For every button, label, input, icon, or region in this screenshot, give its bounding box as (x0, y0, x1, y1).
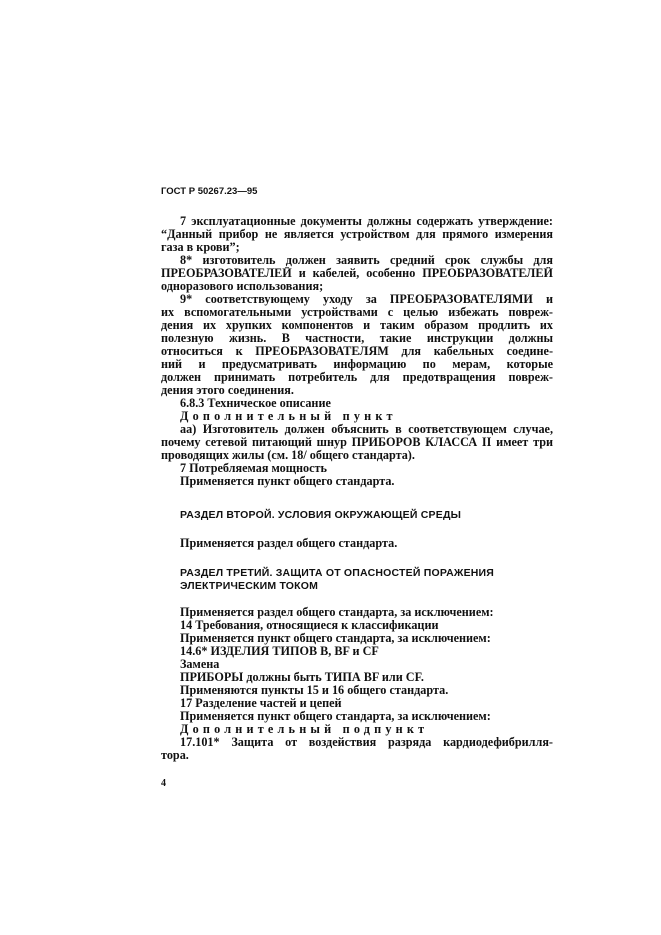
text-line: полезную жизнь. В частности, такие инструкции должны (161, 332, 553, 345)
document-header: ГОСТ Р 50267.23—95 (161, 186, 258, 197)
subsection-heading: 7 Потребляемая мощность (180, 461, 327, 475)
text-line: 9* соответствующему уходу за ПРЕОБРАЗОВАТЕЛЯМИ и (180, 293, 553, 306)
text-line: газа в крови”; (161, 240, 240, 254)
subsection-heading: 14 Требования, относящиеся к классификации (180, 618, 439, 632)
text-line: ПРИБОРЫ должны быть ТИПА BF или CF. (180, 670, 424, 684)
subsection-heading: 14.6* ИЗДЕЛИЯ ТИПОВ B, BF и CF (180, 644, 379, 658)
text-line: тора. (161, 748, 189, 762)
text-line: Применяется раздел общего стандарта. (180, 536, 398, 550)
text-line: ний и предусматривать информацию по мерам, которые (161, 358, 553, 371)
text-line: почему сетевой питающий шнур ПРИБОРОВ КЛАССА II имеет три (161, 436, 553, 449)
text-line: “Данный прибор не является устройством для прямого измерения (161, 228, 553, 241)
text-line: Замена (180, 657, 220, 671)
text-line: должен принимать потребитель для предотвращения повреж- (161, 371, 553, 384)
page-number: 4 (161, 778, 166, 789)
text-line: дения их хрупких компонентов и таким образом продлить их (161, 319, 553, 332)
text-line: проводящих жилы (см. 18/ общего стандарта). (161, 448, 415, 462)
text-line: Применяется пункт общего стандарта, за исключением: (180, 631, 491, 645)
section-heading: ЭЛЕКТРИЧЕСКИМ ТОКОМ (180, 580, 319, 592)
text-line: Применяются пункты 15 и 16 общего стандарта. (180, 683, 449, 697)
text-line: Применяется раздел общего стандарта, за исключением: (180, 605, 494, 619)
text-line: Применяется пункт общего стандарта, за исключением: (180, 709, 491, 723)
text-line: 8* изготовитель должен заявить средний срок службы для (180, 254, 553, 267)
spaced-heading: Дополнительный пункт (180, 409, 397, 423)
text-line: ПРЕОБРАЗОВАТЕЛЕЙ и кабелей, особенно ПРЕОБРАЗОВАТЕЛЕЙ (161, 267, 553, 280)
text-line: 7 эксплуатационные документы должны содержать утверждение: (180, 215, 553, 228)
section-heading: РАЗДЕЛ ТРЕТИЙ. ЗАЩИТА ОТ ОПАСНОСТЕЙ ПОРАЖЕНИЯ (180, 567, 495, 579)
text-line: Применяется пункт общего стандарта. (180, 474, 395, 488)
subsection-heading: 6.8.3 Техническое описание (180, 396, 331, 410)
text-line: дения этого соединения. (161, 383, 294, 397)
section-heading: РАЗДЕЛ ВТОРОЙ. УСЛОВИЯ ОКРУЖАЮЩЕЙ СРЕДЫ (180, 509, 462, 521)
text-line: 17.101* Защита от воздействия разряда кардиодефибрилля- (180, 736, 553, 749)
subsection-heading: 17 Разделение частей и цепей (180, 696, 342, 710)
text-line: относиться к ПРЕОБРАЗОВАТЕЛЯМ для кабельных соедине- (161, 345, 553, 358)
spaced-heading: Дополнительный подпункт (180, 722, 429, 736)
text-line: их вспомогательными устройствами с целью избежать повреж- (161, 306, 553, 319)
text-line: аа) Изготовитель должен объяснить в соответствующем случае, (180, 423, 553, 436)
text-line: одноразового использования; (161, 279, 324, 293)
